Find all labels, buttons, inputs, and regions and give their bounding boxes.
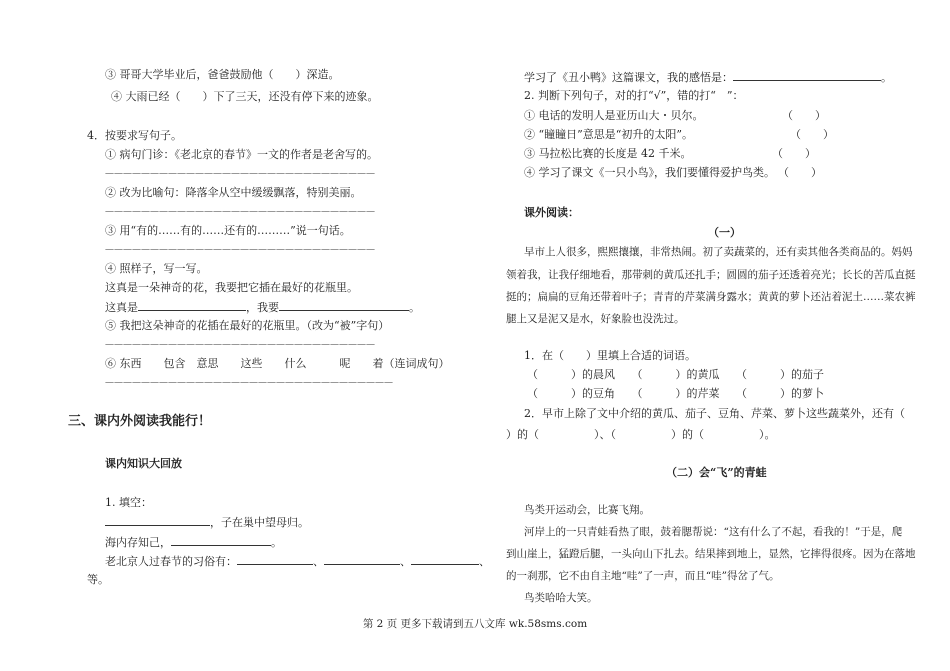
- sentence-2: ② 改为比喻句：降落伞从空中缓缓飘落，特别美丽。: [105, 186, 362, 199]
- sentence-1: ① 病句门诊：《老北京的春节》一文的作者是老舍写的。: [105, 148, 378, 161]
- passage-2-line-3: 到山崖上，猛蹬后腿，一头向山下扎去。结果摔到地上，显然，它摔得很疼。因为在落地: [506, 548, 916, 560]
- passage-2-line-5: 鸟类哈哈大笑。: [524, 592, 598, 604]
- fill-title: 1. 填空：: [105, 496, 152, 509]
- sentence-4: ④ 照样子，写一写。: [105, 262, 208, 275]
- answer-line-2: ——————————————————————————————: [105, 207, 375, 217]
- blank-fill-3a[interactable]: [237, 554, 313, 565]
- q1-row-2: （ ）的豆角 （ ）的芹菜 （ ）的萝卜: [527, 387, 824, 400]
- sentence-4-end: 。: [409, 301, 420, 314]
- fill-row-1: [105, 515, 309, 530]
- blank-fill-2[interactable]: [171, 535, 271, 546]
- blank-fill-3c[interactable]: [411, 554, 479, 565]
- judge-3: ③ 马拉松比赛的长度是 42 千米。: [524, 147, 692, 160]
- insight-end: 。: [881, 71, 892, 84]
- judge-3-mark[interactable]: （ ）: [772, 147, 816, 160]
- sentence-4-mid: ，我要: [246, 301, 279, 314]
- sep-1: 、: [313, 555, 324, 568]
- judge-2: ② “瞳瞳日”意思是“初升的太阳”。: [524, 128, 693, 141]
- fill-3-text: 老北京人过春节的习俗有：: [105, 555, 237, 568]
- passage-1-line-1: 早市上人很多，熙熙攘攘，非常热闹。初了卖蔬菜的，还有卖其他各类商品的。妈妈: [524, 246, 913, 258]
- answer-line-6: ————————————————————————————————: [105, 378, 393, 388]
- q2-line-1: 2．早市上除了文中介绍的黄瓜、茄子、豆角、芹菜、萝卜这些蔬菜外，还有（: [524, 407, 905, 420]
- judge-title: 2. 判断下列句子，对的打“√”，错的打“ ”：: [524, 89, 744, 102]
- passage-1-line-2: 领着我，让我仔细地看，那带刺的黄瓜还扎手；圆圆的茄子还透着亮光；长长的苦瓜直挺: [506, 269, 916, 281]
- sentence-6: ⑥ 东西 包含 意思 这些 什么 呢 着（连词成句）: [105, 357, 450, 370]
- passage-2-title: （二）会“飞”的青蛙: [666, 466, 767, 479]
- sep-3: 、: [479, 555, 490, 568]
- q2-line-2: ）的（ ）、（ ）的（ ）。: [506, 428, 776, 441]
- answer-line-5: ——————————————————————————————: [105, 340, 375, 350]
- fill-2-text: 海内存知己，: [105, 536, 171, 549]
- fill-row-2: [105, 535, 282, 550]
- answer-line-3: ——————————————————————————————: [105, 245, 375, 255]
- sep-2: 、: [400, 555, 411, 568]
- passage-1-title: （一）: [708, 226, 741, 239]
- passage-2-line-2: 河岸上的一只青蛙看热了眼，鼓着腮帮说：“这有什么了不起，看我的！”于是，爬: [524, 526, 903, 538]
- section-3-heading: 三、课内外阅读我能行！: [68, 414, 212, 429]
- sentence-5: ⑤ 我把这朵神奇的花插在最好的花瓶里。（改为“被”字句）: [105, 319, 390, 332]
- judge-2-mark[interactable]: （ ）: [790, 128, 834, 141]
- subsection-heading: 课内知识大回放: [105, 457, 182, 470]
- sentence-3: ③ 用“有的……有的……还有的………”说一句话。: [105, 224, 351, 237]
- fill-1-text: ，子在巢中望母归。: [210, 516, 309, 529]
- ugly-duckling-text: 学习了《丑小鸭》这篇课文，我的感悟是：: [524, 71, 733, 84]
- item-4-rain: ④ 大雨已经（ ）下了三天，还没有停下来的迹象。: [111, 90, 379, 103]
- fill-2-end: 。: [271, 536, 282, 549]
- passage-2-line-4: 的一刹那，它不由自主地“哇”了一声，而且“哇”得岔了气。: [506, 570, 780, 582]
- sentence-4-prefix: 这真是: [105, 301, 138, 314]
- blank-2[interactable]: [279, 300, 409, 311]
- judge-4: ④ 学习了课文《一只小鸟》，我们要懂得爱护鸟类。: [524, 166, 775, 179]
- blank-1[interactable]: [138, 300, 246, 311]
- judge-1: ① 电话的发明人是亚历山大・贝尔。: [524, 109, 704, 122]
- blank-fill-3b[interactable]: [324, 554, 400, 565]
- extra-reading-heading: 课外阅读：: [524, 206, 579, 219]
- sentence-4-blank-row: [105, 300, 420, 315]
- judge-1-mark[interactable]: （ ）: [782, 109, 826, 122]
- page-footer: 第 2 页 更多下载请到五八文库 wk.58sms.com: [362, 618, 588, 630]
- q1-row-1: （ ）的晨风 （ ）的黄瓜 （ ）的茄子: [527, 368, 824, 381]
- blank-insight[interactable]: [733, 70, 881, 81]
- sentence-4-example: 这真是一朵神奇的花，我要把它插在最好的花瓶里。: [105, 281, 358, 294]
- passage-1-line-4: 腿上又是泥又是水，好象脸也没洗过。: [506, 313, 685, 325]
- q1-title: 1．在（ ）里填上合适的词语。: [524, 349, 696, 362]
- question-4-title: 4．按要求写句子。: [87, 129, 182, 142]
- ugly-duckling-row: [524, 70, 892, 85]
- fill-row-3-end: 等。: [87, 573, 109, 586]
- blank-fill-1[interactable]: [105, 515, 210, 526]
- judge-4-mark[interactable]: （ ）: [778, 166, 822, 179]
- answer-line-1: ——————————————————————————————: [105, 169, 375, 179]
- fill-row-3: [105, 554, 490, 569]
- passage-2-line-1: 鸟类开运动会，比赛飞翔。: [524, 504, 650, 516]
- item-3-deepen-study: ③ 哥哥大学毕业后，爸爸鼓励他（ ）深造。: [105, 68, 340, 81]
- passage-1-line-3: 挺的；扁扁的豆角还带着叶子；青青的芹菜满身露水；黄黄的萝卜还沾着泥土……菜农裤: [506, 291, 916, 303]
